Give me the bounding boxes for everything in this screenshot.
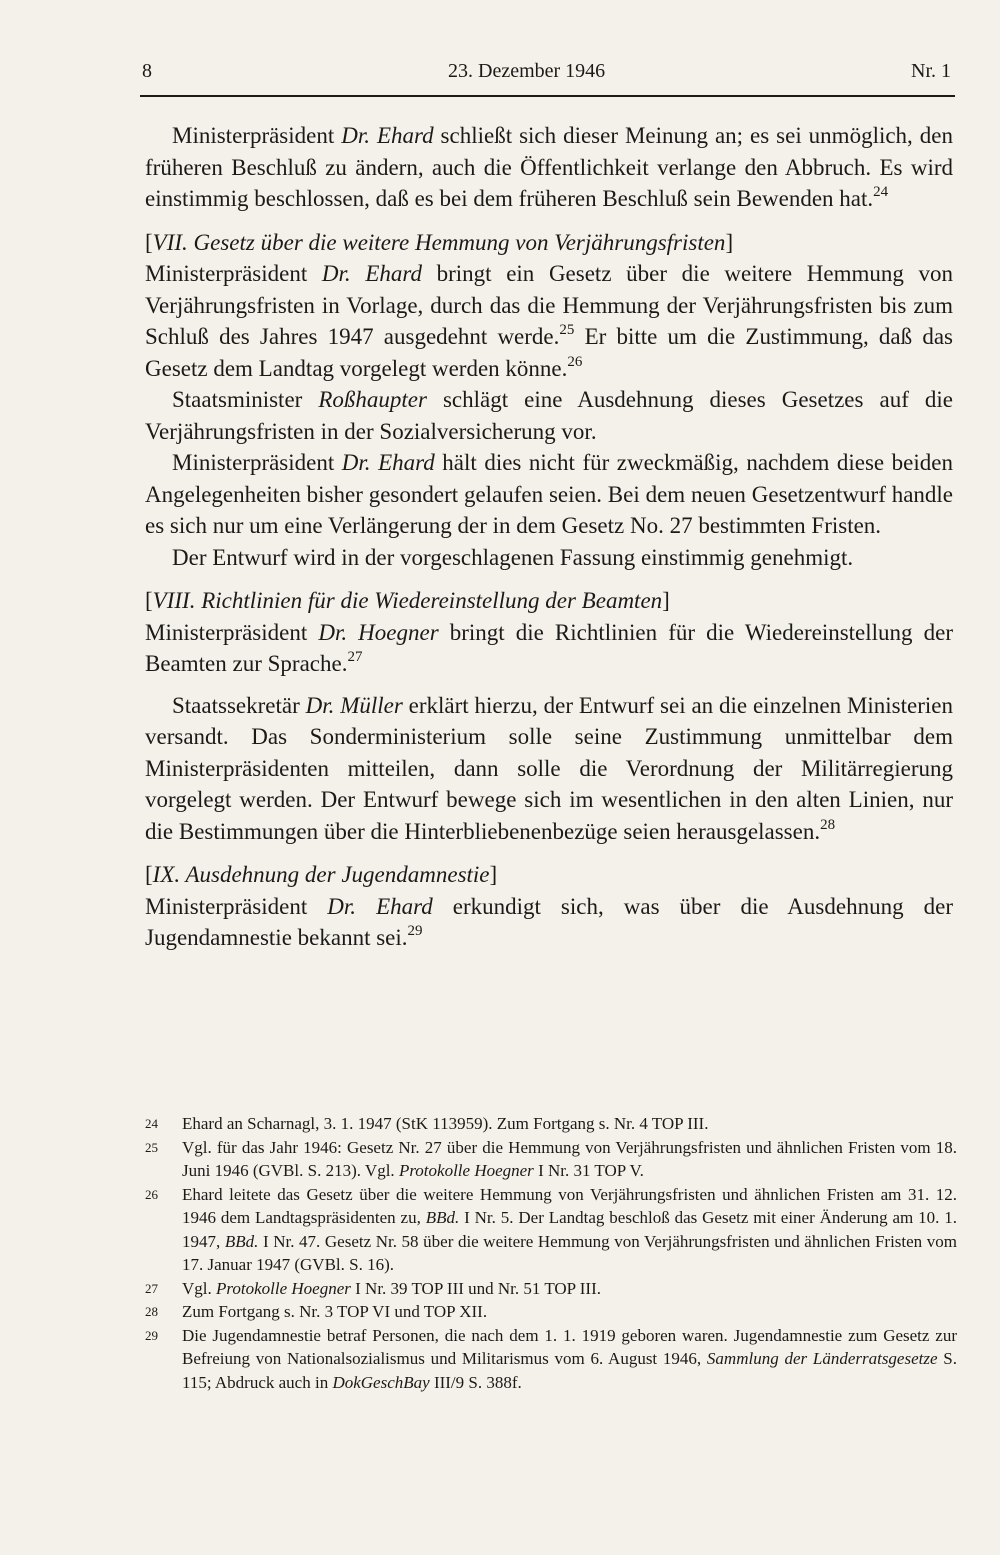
text-run: Ehard leitete das Gesetz über die weitere Hemmung von Verjährungsfristen und ähnlichen Fristen am 31. 12. 1946 dem Landtagspräsidenten zu, (182, 1184, 957, 1227)
footnote-ref: 27 (347, 649, 363, 666)
text-run: hält dies nicht für zweckmäßig, nachdem diese beiden Angelegenheiten bisher gesondert gelaufen seien. Bei dem neuen Gesetzentwurf handle es sich nur um eine Verlängerung der in dem Gesetz No. 27 bestimmten Fristen. (145, 450, 953, 538)
text-run: I Nr. 39 TOP III und Nr. 51 TOP III. (350, 1278, 601, 1298)
text-run: erkundigt sich, was über die Ausdehnung der Jugendamnestie bekannt sei. (145, 893, 953, 950)
text-run: bringt die Richtlinien für die Wiedereinstellung der Beamten zur Sprache. (145, 619, 953, 676)
header-date: 23. Dezember 1946 (448, 60, 606, 82)
footnote-ref: 26 (567, 353, 583, 370)
text-run: Der Entwurf wird in der vorgeschlagenen Fassung einstimmig genehmigt. (172, 544, 854, 570)
text-run: S. 115; Abdruck auch in (182, 1349, 957, 1392)
italic-text: Protokolle Hoegner (398, 1161, 534, 1180)
text-run: [ (145, 862, 153, 887)
text-run: I Nr. 47. Gesetz Nr. 58 über die weitere Hemmung von Verjährungsfristen und ähnlichen Fristen vom 17. Januar 1947 (GVBl. S. 16). (182, 1231, 957, 1274)
paragraph (145, 447, 953, 542)
paragraph (145, 120, 953, 215)
section-heading (145, 585, 953, 617)
italic-text: Dr. Ehard (327, 893, 433, 919)
italic-text: Dr. Ehard (341, 450, 435, 475)
text-run: Er bitte um die Zustimmung, daß das Gesetz dem Landtag vorgelegt werden könne. (145, 324, 953, 381)
footnote (145, 1183, 957, 1277)
text-run: Ministerpräsident (172, 450, 342, 475)
footnote-ref: 28 (820, 816, 836, 833)
footnote (145, 1136, 957, 1183)
text-run: schlägt eine Ausdehnung dieses Gesetzes auf die Verjährungsfristen in der Sozialversicherung vor. (145, 387, 953, 444)
text-run: erklärt hierzu, der Entwurf sei an die einzelnen Ministerien versandt. Das Sonderministerium solle seine Zustimmung unmittelbar dem Ministerpräsidenten mitteilen, dann solle die Verordnung der Militärregierung vorgelegt werden. Der Entwurf bewege sich im wesentlichen in den alten Linien, nur die Bestimmungen über die Hinterbliebenenbezüge seien herausgelassen. (145, 692, 953, 844)
footnote-number: 28 (145, 1304, 158, 1319)
footnote-number: 29 (145, 1327, 158, 1343)
text-run: Ministerpräsident (172, 123, 342, 148)
italic-text: DokGeschBay (332, 1372, 430, 1392)
text-run: bringt ein Gesetz über die weitere Hemmung von Verjährungsfristen in Vorlage, durch das die Hemmung der Verjährungsfristen bis zum Schluß des Jahres 1947 ausgedehnt werde. (145, 261, 953, 349)
section-heading (145, 859, 953, 891)
italic-text: Dr. Ehard (341, 123, 434, 148)
footnote-number: 25 (145, 1139, 158, 1155)
text-run: Zum Fortgang s. Nr. 3 TOP VI und TOP XII. (182, 1302, 488, 1321)
text-run: Vgl. (182, 1278, 216, 1298)
text-run: Die Jugendamnestie betraf Personen, die nach dem 1. 1. 1919 geboren waren. Jugendamnestie zum Gesetz zur Befreiung von Nationalsozialismus und Militarismus vom 6. August 1946, (182, 1325, 957, 1368)
text-run: schließt sich dieser Meinung an; es sei unmöglich, den früheren Beschluß zu ändern, auch die Öffentlichkeit verlange den Abbruch. Es wird einstimmig beschlossen, daß es bei dem früheren Beschluß sein Bewenden hat. (145, 123, 953, 211)
text-run: Ministerpräsident (145, 261, 322, 286)
footnotes (145, 1112, 957, 1394)
text-run: [ (145, 229, 153, 255)
text-run: ] (489, 862, 498, 887)
footnote-number: 27 (145, 1280, 158, 1296)
text-run: [ (145, 588, 153, 613)
footnote (145, 1277, 957, 1301)
paragraph (145, 617, 953, 680)
text-run: I Nr. 31 TOP V. (533, 1161, 644, 1180)
text-run: Staatsminister (172, 387, 319, 412)
footnote-number: 24 (145, 1116, 158, 1131)
text-run: I Nr. 5. Der Landtag beschloß das Gesetz mit einer Änderung am 10. 1. 1947, (182, 1208, 957, 1251)
italic-text: IX. Ausdehnung der Jugendamnestie (152, 862, 490, 887)
footnote-ref: 24 (873, 184, 889, 201)
italic-text: Dr. Müller (305, 692, 403, 718)
paragraph (145, 690, 953, 848)
italic-text: Dr. Hoegner (318, 619, 439, 645)
italic-text: Dr. Ehard (321, 261, 422, 286)
italic-text: Sammlung der Länderratsgesetze (706, 1349, 938, 1368)
text-run: ] (662, 588, 670, 613)
footnote-number: 26 (145, 1186, 158, 1202)
text-run: Ministerpräsident (145, 893, 328, 919)
header-rule (140, 95, 955, 97)
italic-text: BBd. (425, 1208, 460, 1227)
footnote-ref: 25 (559, 322, 575, 339)
italic-text: Protokolle Hoegner (216, 1278, 351, 1298)
italic-text: VII. Gesetz über die weitere Hemmung von Verjährungsfristen (152, 229, 726, 255)
paragraph (145, 258, 953, 384)
text-run: Staatssekretär (172, 692, 306, 718)
page-number: 8 (142, 60, 152, 82)
text-run: III/9 S. 388f. (429, 1372, 522, 1392)
footnote-ref: 29 (407, 923, 423, 940)
paragraph (145, 384, 953, 447)
footnote (145, 1112, 957, 1136)
text-run: Vgl. für das Jahr 1946: Gesetz Nr. 27 über die Hemmung von Verjährungsfristen und ähnlichen Fristen vom 18. Juni 1946 (GVBl. S. 213). Vgl. (182, 1137, 957, 1180)
italic-text: VIII. Richtlinien für die Wiedereinstellung der Beamten (152, 588, 663, 613)
text-run: Ehard an Scharnagl, 3. 1. 1947 (StK 113959). Zum Fortgang s. Nr. 4 TOP III. (182, 1114, 709, 1133)
footnote (145, 1300, 957, 1324)
paragraph (145, 542, 953, 574)
text-run: ] (725, 229, 734, 255)
italic-text: BBd. (224, 1231, 259, 1251)
section-heading (145, 227, 953, 259)
footnote (145, 1324, 957, 1395)
document-number: Nr. 1 (911, 60, 951, 82)
italic-text: Roßhaupter (318, 387, 427, 412)
text-run: Ministerpräsident (145, 619, 319, 645)
body-text (145, 120, 953, 954)
paragraph (145, 891, 953, 954)
